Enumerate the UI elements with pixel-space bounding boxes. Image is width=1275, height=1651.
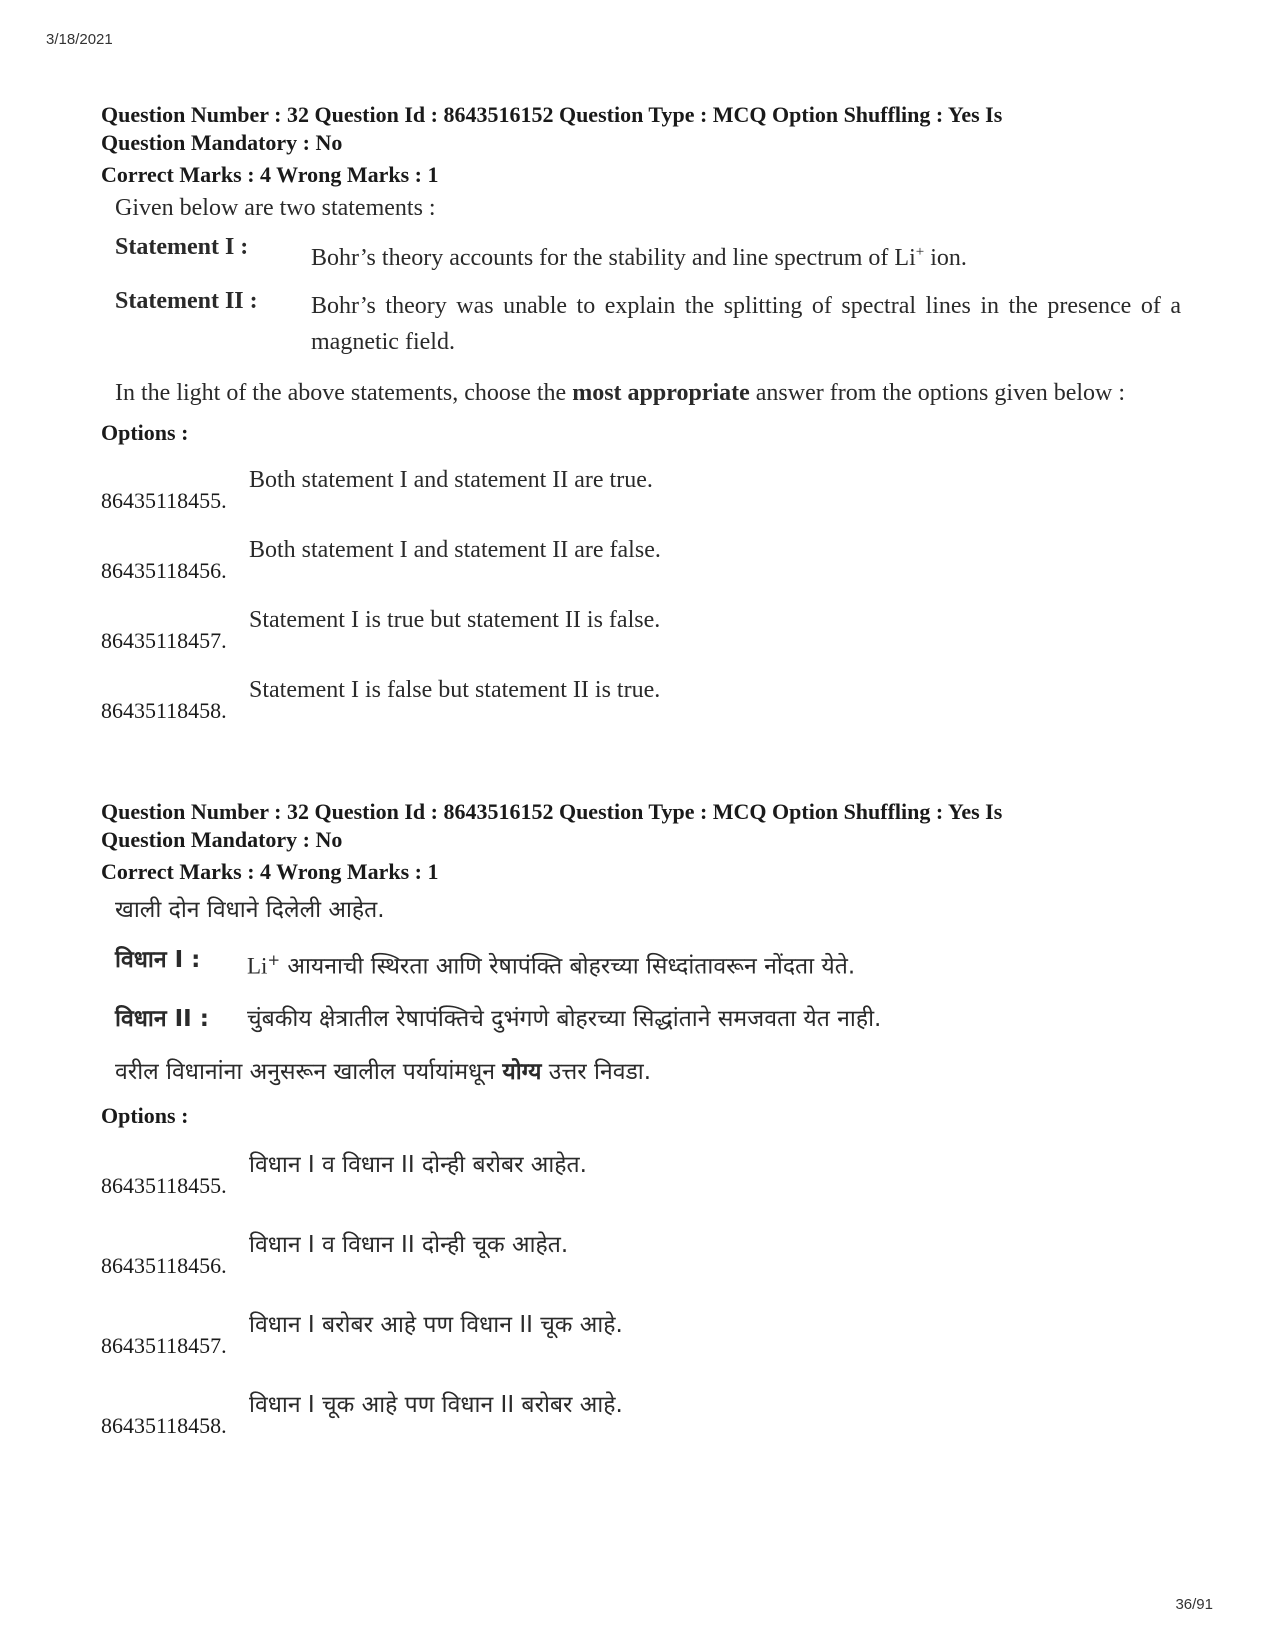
closing-bold: most appropriate [572, 380, 750, 406]
question-meta-line2: Question Mandatory : No [101, 130, 343, 155]
option-text: विधान I व विधान II दोन्ही बरोबर आहेत. [249, 1151, 587, 1178]
statement-2-label: Statement II : [115, 288, 258, 314]
option-item [101, 1201, 1181, 1281]
option-item [101, 1129, 1181, 1201]
question-text [115, 892, 1181, 1091]
page-date: 3/18/2021 [46, 31, 113, 48]
question-block-marathi [101, 798, 1181, 1441]
statement-2-label: विधान II : [115, 1005, 209, 1032]
page-number: 36/91 [1175, 1596, 1213, 1613]
option-text: Both statement I and statement II are true. [249, 467, 653, 493]
statement-1-label: विधान I : [115, 947, 201, 973]
question-text [115, 195, 1181, 412]
closing-pre: In the light of the above statements, choose the [115, 380, 573, 406]
option-text: विधान I बरोबर आहे पण विधान II चूक आहे. [249, 1311, 623, 1338]
option-text: विधान I व विधान II दोन्ही चूक आहेत. [249, 1231, 569, 1258]
closing-post: उत्तर निवडा. [541, 1058, 652, 1085]
question-closing [115, 1053, 1181, 1091]
question-closing [115, 374, 1181, 412]
statement-1-text-pre: Li [247, 953, 268, 979]
option-item [101, 446, 1181, 516]
statement-1 [115, 234, 1181, 276]
option-id: 86435118457. [101, 1332, 227, 1358]
option-id: 86435118455. [101, 488, 227, 513]
statement-2-text: चुंबकीय क्षेत्रातील रेषापंक्तिचे दुभंगणे बोहरच्या सिद्धांताने समजवता येत नाही. [247, 1005, 882, 1032]
statement-2 [115, 288, 1181, 360]
option-item [101, 1361, 1181, 1441]
option-id: 86435118458. [101, 698, 227, 723]
option-id: 86435118457. [101, 628, 227, 653]
question-meta-line1: Question Number : 32 Question Id : 8643516152 Question Type : MCQ Option Shuffling : Yes Is [101, 102, 1003, 127]
statement-1-text [247, 942, 1181, 985]
statement-1-text-post: आयनाची स्थिरता आणि रेषापंक्ति बोहरच्या सिध्दांतावरून नोंदता येते. [280, 953, 856, 980]
option-text: Statement I is false but statement II is true. [249, 677, 661, 703]
statement-2 [115, 1001, 1181, 1037]
closing-bold: योग्य [502, 1058, 542, 1085]
option-item [101, 516, 1181, 586]
option-id: 86435118455. [101, 1172, 227, 1198]
statement-1-label: Statement I : [115, 234, 249, 260]
statement-2-text: Bohr’s theory was unable to explain the splitting of spectral lines in the presence of a magnetic field. [311, 293, 1181, 355]
question-block-english [101, 101, 1181, 726]
closing-pre: वरील विधानांना अनुसरून खालील पर्यायांमधून [115, 1058, 503, 1085]
option-item [101, 656, 1181, 726]
statement-1-superscript: + [915, 244, 925, 260]
option-id: 86435118456. [101, 1252, 227, 1278]
option-text: विधान I चूक आहे पण विधान II बरोबर आहे. [249, 1391, 623, 1418]
options-list [101, 1129, 1181, 1441]
question-meta-line2: Question Mandatory : No [101, 827, 343, 852]
closing-post: answer from the options given below : [749, 380, 1126, 406]
options-list [101, 446, 1181, 726]
option-item [101, 586, 1181, 656]
statement-1-superscript: + [267, 951, 281, 969]
statement-1-text-post: ion. [924, 245, 967, 271]
option-text: Statement I is true but statement II is false. [249, 607, 661, 633]
option-id: 86435118458. [101, 1412, 227, 1438]
options-heading: Options : [101, 420, 189, 445]
statement-1-text-pre: Bohr’s theory accounts for the stability and line spectrum of Li [311, 245, 916, 271]
question-intro: खाली दोन विधाने दिलेली आहेत. [115, 897, 385, 923]
statement-1-text [311, 234, 1181, 276]
statement-1 [115, 942, 1181, 985]
question-marks: Correct Marks : 4 Wrong Marks : 1 [101, 162, 439, 187]
option-item [101, 1281, 1181, 1361]
option-id: 86435118456. [101, 558, 227, 583]
option-text: Both statement I and statement II are false. [249, 537, 661, 563]
question-marks: Correct Marks : 4 Wrong Marks : 1 [101, 859, 439, 884]
options-heading: Options : [101, 1102, 189, 1128]
question-meta-line1: Question Number : 32 Question Id : 8643516152 Question Type : MCQ Option Shuffling : Yes Is [101, 799, 1003, 824]
question-intro: Given below are two statements : [115, 195, 436, 221]
